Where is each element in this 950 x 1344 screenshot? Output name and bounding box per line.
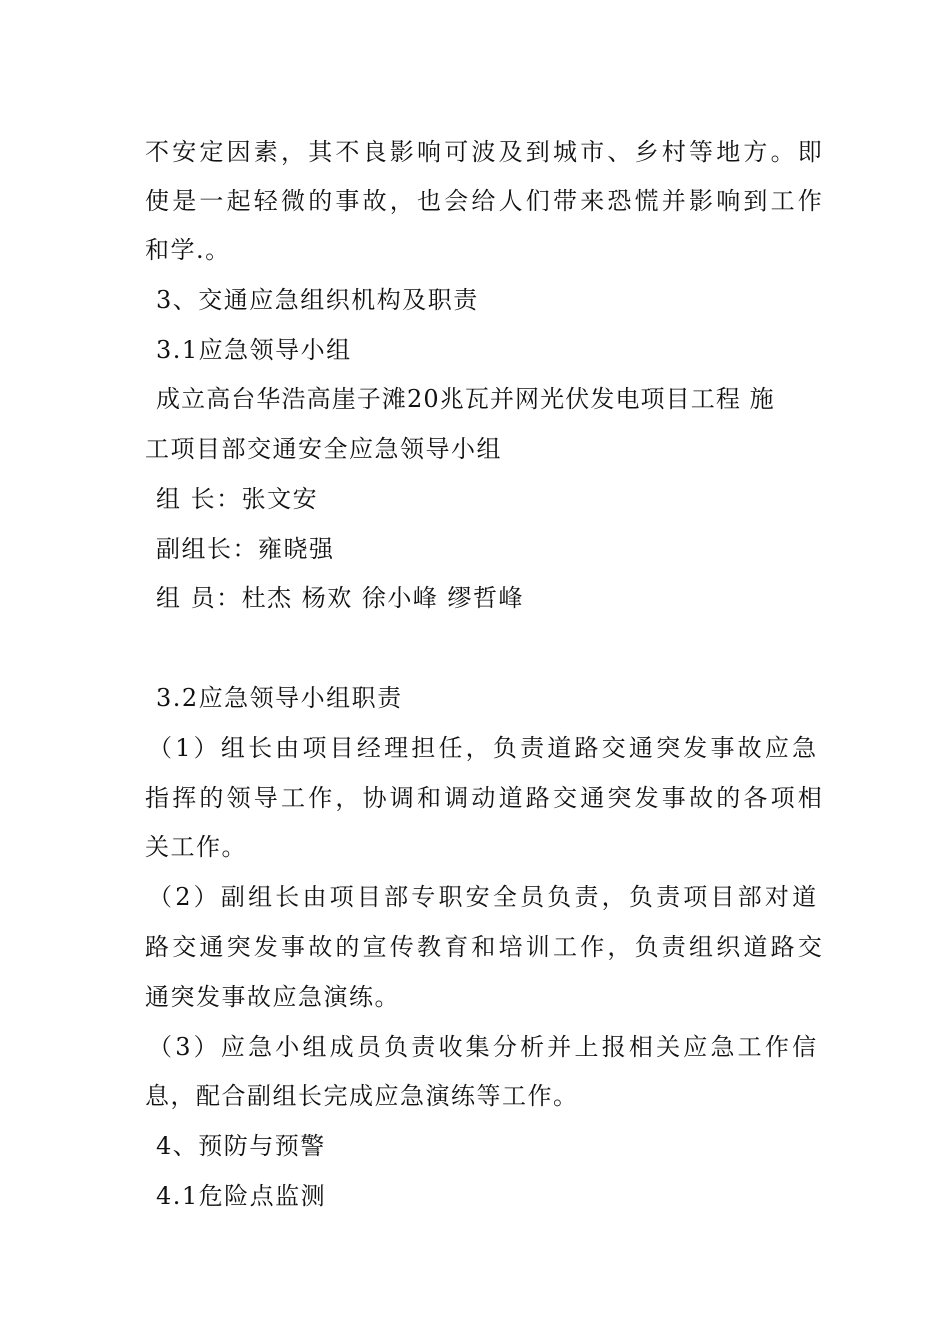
group-leader-line: 组 长：张文安 — [156, 485, 319, 513]
paragraph-line: 使是一起轻微的事故，也会给人们带来恐慌并影响到工作 — [145, 187, 825, 215]
responsibility-item-3: （3）应急小组成员负责收集分析并上报相关应急工作信 — [148, 1033, 820, 1061]
section-heading-3-2: 3.2应急领导小组职责 — [156, 684, 403, 712]
paragraph-line: 工项目部交通安全应急领导小组 — [145, 435, 502, 463]
section-heading-4: 4、预防与预警 — [156, 1132, 326, 1160]
paragraph-line: 路交通突发事故的宣传教育和培训工作，负责组织道路交 — [145, 933, 825, 961]
paragraph-line: 关工作。 — [145, 833, 247, 861]
section-heading-3: 3、交通应急组织机构及职责 — [156, 286, 479, 314]
paragraph-line: 不安定因素，其不良影响可波及到城市、乡村等地方。即 — [145, 138, 825, 166]
paragraph-line: 指挥的领导工作，协调和调动道路交通突发事故的各项相 — [145, 784, 825, 812]
paragraph-line: 通突发事故应急演练。 — [145, 983, 400, 1011]
paragraph-line: 和学.。 — [145, 236, 231, 264]
section-heading-4-1: 4.1危险点监测 — [156, 1182, 327, 1210]
responsibility-item-2: （2）副组长由项目部专职安全员负责，负责项目部对道 — [148, 883, 820, 911]
group-members-line: 组 员：杜杰 杨欢 徐小峰 缪哲峰 — [156, 584, 525, 612]
deputy-leader-line: 副组长：雍晓强 — [156, 535, 335, 563]
section-heading-3-1: 3.1应急领导小组 — [156, 336, 352, 364]
paragraph-line: 息，配合副组长完成应急演练等工作。 — [145, 1082, 579, 1110]
paragraph-line: 成立高台华浩高崖子滩20兆瓦并网光伏发电项目工程 施 — [156, 385, 775, 413]
responsibility-item-1: （1）组长由项目经理担任，负责道路交通突发事故应急 — [148, 734, 820, 762]
